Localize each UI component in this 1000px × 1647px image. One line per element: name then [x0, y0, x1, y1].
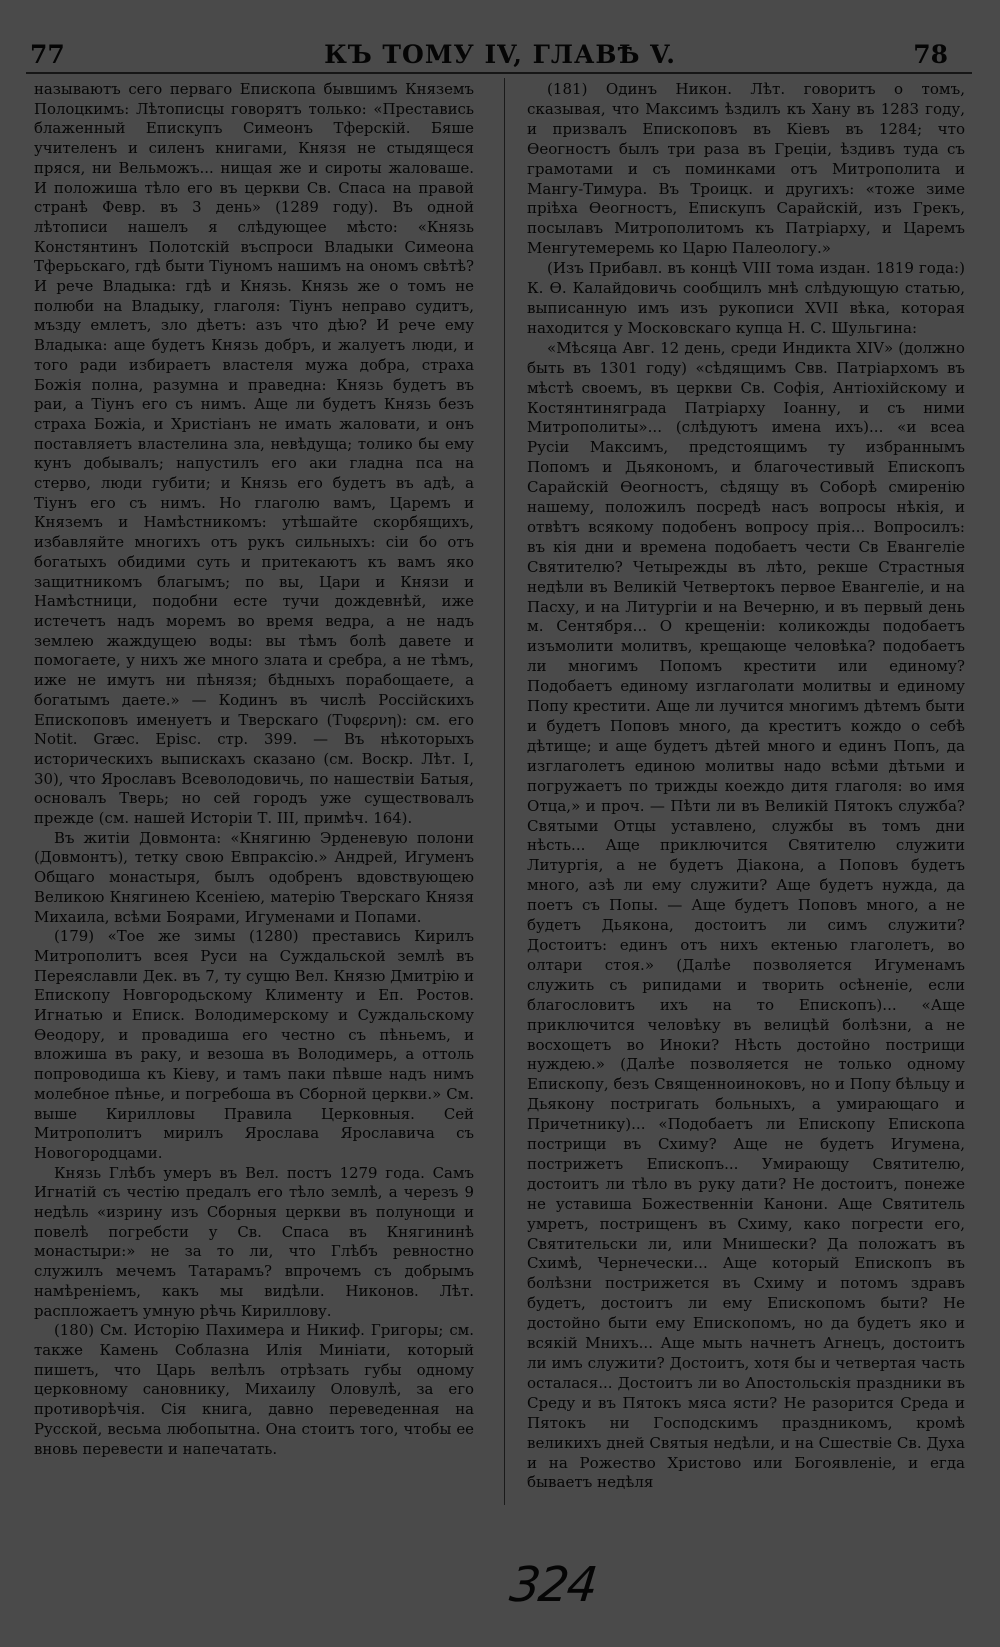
- paragraph: (Изъ Прибавл. въ концѣ VIII тома издан. 1819 года:) К. Ѳ. Калайдовичь сообщилъ мнѣ слѣдующую статью, выписанную имъ изъ рукописи XVII вѣка, которая находится у Московскаго купца Н. С. Шульгина:: [527, 259, 965, 337]
- paragraph: (179) «Тое же зимы (1280) преставись Кирилъ Митрополитъ всея Руси на Суждальской землѣ въ Переяславли Дек. въ 7, ту сущю Вел. Князю Дмитрію и Епископу Новгородьскому Клименту и Еп. Ростов. Игнатью и Еписк. Володимерскому и Суждальскому Ѳеодору, и провадиша его честно съ пѣньемъ, и вложиша въ раку, и везоша въ Володимерь, а оттоль попроводиша къ Кіеву, и тамъ паки пѣвше надъ нимъ молебное пѣнье, и погребоша въ Сборной церкви.» См. выше Кирилловы Правила Церковныя. Сей Митрополитъ мирилъ Ярослава Ярославича съ Новогородцами.: [34, 927, 474, 1162]
- running-title: КЪ ТОМУ IV, ГЛАВѢ V.: [324, 40, 676, 69]
- paragraph: «Мѣсяца Авг. 12 день, среди Индикта XIV» (должно быть въ 1301 году) «сѣдящимъ Свв. Патріархомъ въ мѣстѣ своемъ, въ церкви Св. Софія, Антіохійскому и Костянтиняграда Патріарху Іоанну, и съ ними Митрополиты»... (слѣдуютъ имена ихъ)... «и всеа Русіи Максимъ, предстоящимъ ту избраннымъ Попомъ и Дьякономъ, и благочестивый Епископъ Сарайскій Ѳеогностъ, сѣдящу въ Соборѣ смиренію нашему, положилъ посредѣ насъ вопросы нѣкія, и отвѣтъ всякому подобенъ вопросу прія... Вопросилъ: въ кія дни и времена подобаетъ чести Св Евангеліе Святителю? Четырежды въ лѣто, рекше Страстныя недѣли въ Великій Четвертокъ первое Евангеліе, и на Пасху, и на Литургіи и на Вечерню, и въ первый день м. Сентября... О крещеніи: коликожды подобаетъ изъмолити молитвъ, крещающе человѣка? подобаетъ ли многимъ Попомъ крестити или единому? Подобаетъ единому изглаголати молитвы и единому Попу крестити. Аще ли лучится многимъ дѣтемъ быти и будетъ Поповъ много, да креститъ кождо о себѣ дѣтище; и аще будетъ дѣтей много и единъ Попъ, да изглаголетъ единою молитвы надо всѣми дѣтьми и погружаетъ по трижды коеждо дитя глаголя: во имя Отца,» и проч. — Пѣти ли въ Великій Пятокъ служба? Святыми Отцы уставлено, службы въ томъ дни нѣсть... Аще приключится Святителю служити Литургія, а не будетъ Діакона, а Поповъ будетъ много, азѣ ли ему служити? Аще будетъ нужда, да поетъ съ Попы. — Аще будетъ Поповъ много, а не будетъ Дьякона, достоитъ ли симъ служити? Достоитъ: единъ отъ нихъ ектенью глаголетъ, во олтари стоя.» (Далѣе позволяется Игуменамъ служить съ рипидами и творить осѣненіе, если благословитъ ихъ на то Епископъ)... «Аще приключится человѣку въ велицѣй болѣзни, а не восхощетъ во Иноки? Нѣсть достойно пострищи нуждею.» (Далѣе позволяется не только одному Епископу, безъ Священноиноковъ, но и Попу бѣльцу и Дьякону постригать больныхъ, а умирающаго и Причетнику)... «Подобаетъ ли Епископу Епископа пострищи въ Схиму? Аще не будетъ Игумена, пострижетъ Епископъ... Умирающу Святителю, достоитъ ли тѣло въ руку дати? Не достоитъ, понеже не уставиша Божественніи Канони. Аще Святитель умретъ, пострищенъ въ Схиму, како погрести его, Святительски ли, или Мнишески? Да положатъ въ Схимѣ, Чернечески... Аще который Епископъ въ болѣзни пострижется въ Схиму и потомъ здравъ будетъ, достоитъ ли ему Епископомъ быти? Не достойно быти ему Епископомъ, но да будетъ яко и всякій Мнихъ... Аще мыть начнетъ Агнецъ, достоитъ ли имъ служити? Достоитъ, хотя бы и четвертая часть осталася... Достоитъ ли во Апостольскія праздники въ Среду и въ Пятокъ мяса ясти? Не разорится Среда и Пятокъ ни Господскимъ праздникомъ, кромѣ великихъ дней Святыя недѣли, и на Сшествіе Св. Духа и на Рожество Христово или Богоявленіе, и егда бываетъ недѣля: [527, 338, 965, 1492]
- paragraph: (180) См. Исторію Пахимера и Никиф. Григоры; см. также Камень Соблазна Илія Миніати, который пишетъ, что Царь велѣлъ отрѣзать губы одному церковному сановнику, Михаилу Оловулѣ, за его противорѣчія. Сія книга, давно переведенная на Русской, весьма любопытна. Она стоитъ того, чтобы ее вновь перевести и напечатать.: [34, 1321, 474, 1458]
- paragraph: называютъ сего перваго Епископа бывшимъ Княземъ Полоцкимъ: Лѣтописцы говорятъ только: «Преставись блаженный Епискупъ Симеонъ Тферскій. Бяше учителенъ и силенъ книгами, Князя не стыдящеся пряся, ни Вельможъ... нищая же и сироты жаловаше. И положиша тѣло его въ церкви Св. Спаса на правой странѣ Февр. въ 3 день» (1289 году). Въ одной лѣтописи нашелъ я слѣдующее мѣсто: «Князь Констянтинъ Полотскій въспроси Владыки Симеона Тферьскаго, гдѣ быти Тіуномъ нашимъ на ономъ свѣтѣ? И рече Владыка: гдѣ и Князь. Князь же о томъ не полюби на Владыку, глаголя: Тіунъ неправо судитъ, мъзду емлетъ, зло дѣетъ: азъ что дѣю? И рече ему Владыка: аще будетъ Князь добръ, и жалуетъ люди, и того ради избираетъ властеля мужа добра, страха Божія полна, разумна и праведна: Князь будетъ въ раи, а Тіунъ его съ нимъ. Аще ли будетъ Князь безъ страха Божіа, и Христіанъ не имать жаловати, и онъ поставляетъ властелина зла, невѣдуща; толико бы ему кунъ добывалъ; напустилъ его аки гладна пса на стерво, люди губити; и Князь его будетъ въ адѣ, а Тіунъ его съ нимъ. Но глаголю вамъ, Царемъ и Княземъ и Намѣстникомъ: утѣшайте скорбящихъ, избавляйте многихъ отъ рукъ сильныхъ: сіи бо отъ богатыхъ обидими суть и притекаютъ къ вамъ яко защитникомъ благымъ; по вы, Цари и Князи и Намѣстници, подобни есте тучи дождевнѣй, иже истечетъ надъ моремъ во время ведра, а не надъ землею жаждущею воды: вы тѣмъ болѣ давете и помогаете, у нихъ же много злата и сребра, а не тѣмъ, иже не имутъ ни пѣнязя; бѣдныхъ порабощаете, а богатымъ даете.» — Кодинъ въ числѣ Россійскихъ Епископовъ именуетъ и Тверскаго (Τυφερνη): см. его Notit. Græc. Episc. стр. 399. — Въ нѣкоторыхъ историческихъ выпискахъ сказано (см. Воскр. Лѣт. I, 30), что Ярославъ Всеволодовичь, по нашествіи Батыя, основалъ Тверь; но сей городъ уже существовалъ прежде (см. нашей Исторіи Т. III, примѣч. 164).: [34, 80, 474, 828]
- handwritten-page-number: 324: [507, 1557, 599, 1613]
- paragraph: (181) Одинъ Никон. Лѣт. говоритъ о томъ, сказывая, что Максимъ ѣздилъ къ Хану въ 1283 году, и призвалъ Епископовъ въ Кіевъ въ 1284; что Ѳеогностъ былъ три раза въ Греціи, ѣздивъ туда съ грамотами и съ поминками отъ Митрополита и Мангу-Тимура. Въ Троицк. и другихъ: «тоже зиме пріѣха Ѳеогностъ, Епискупъ Сарайскій, изъ Грекъ, посылавъ Митрополитомъ къ Патріарху, и Царемъ Менгутемеремь ко Царю Палеологу.»: [527, 80, 965, 258]
- paragraph: Въ житіи Довмонта: «Княгиню Эрденевую полони (Довмонтъ), тетку свою Евпраксію.» Андрей, Игуменъ Общаго монастыря, былъ одобренъ вдовствующею Великою Княгинею Ксеніею, матерію Тверскаго Князя Михаила, всѣми Боярами, Игуменами и Попами.: [34, 828, 474, 926]
- paragraph: Князь Глѣбъ умеръ въ Вел. постъ 1279 года. Самъ Игнатій съ честію предалъ его тѣло землѣ, а черезъ 9 недѣль «изрину изъ Сборныя церкви въ полунощи и повелѣ погребсти у Св. Спаса въ Княгининѣ монастыри:» не за то ли, что Глѣбъ ревностно служилъ мечемъ Татарамъ? впрочемъ съ добрымъ намѣреніемъ, какъ мы видѣли. Никонов. Лѣт. распложаетъ умную рѣчь Кириллову.: [34, 1163, 474, 1320]
- header-rule: [26, 72, 972, 74]
- right-column: [527, 80, 965, 1493]
- page-number-left: 77: [30, 40, 65, 69]
- column-divider: [504, 78, 505, 1505]
- left-column: [34, 80, 474, 1459]
- page-number-right: 78: [913, 40, 948, 69]
